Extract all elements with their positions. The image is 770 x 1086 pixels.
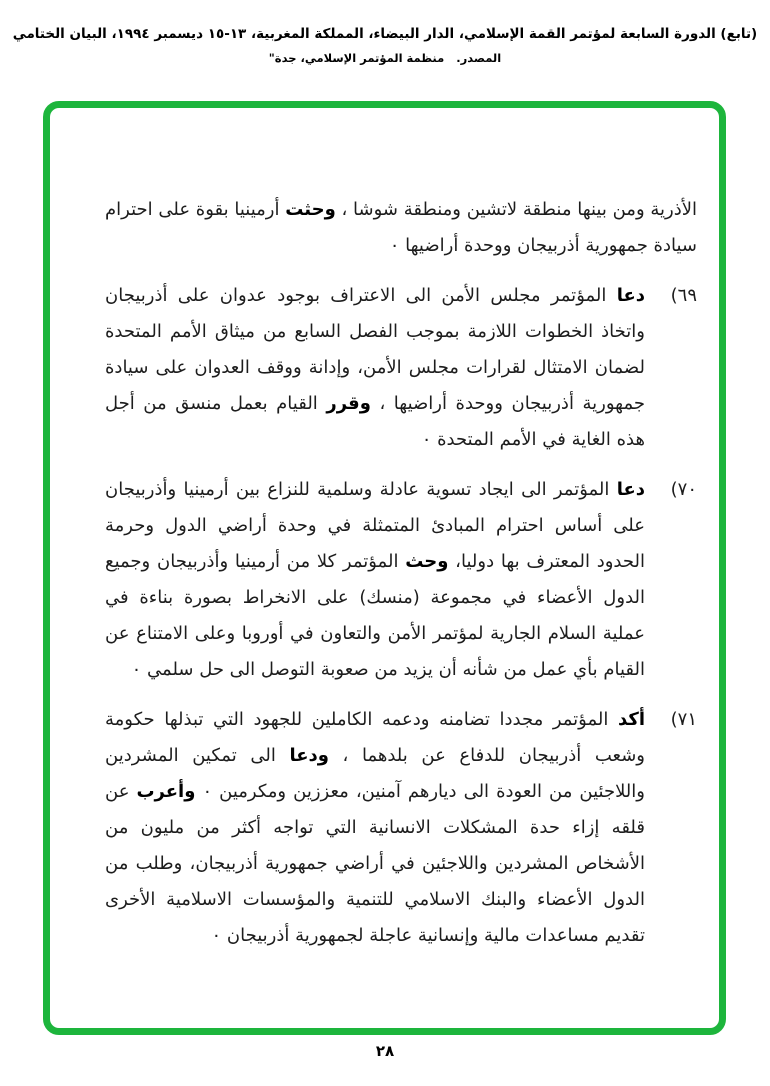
body-text: المؤتمر مجلس الأمن الى الاعتراف بوجود عدوان على أذربيجان واتخاذ الخطوات اللازمة بموجب الفصل السابع من ميثاق الأمم المتحدة لضمان الامتثال لقرارات مجلس الأمن، وإدانة ووقف العدوان على سيادة جمهورية أذربيجان ووحدة أراضيها ،	[105, 285, 645, 414]
body-paragraph	[105, 278, 697, 458]
page-number: ٢٨	[375, 1042, 395, 1060]
continuation-paragraph	[105, 192, 697, 264]
paragraph-text	[105, 702, 645, 954]
emphasized-text: وحث	[405, 551, 449, 572]
paragraph-number: ٦٩)	[670, 285, 697, 306]
header-title: (تابع) الدورة السابعة لمؤتمر القمة الإسلامي، الدار البيضاء، المملكة المغربية، ⁦١٣-١٥⁩ ديسمبر ١٩٩٤، البيان الختامي	[12, 26, 758, 42]
paragraph-number: ٧٠)	[670, 479, 697, 500]
emphasized-text: دعا	[616, 479, 645, 500]
body-text: المؤتمر الى ايجاد تسوية عادلة وسلمية للنزاع بين أرمينيا وأذربيجان على أساس احترام المبادئ المتمثلة في وحدة أراضي الدول وحرمة الحدود المعترف بها دوليا،	[105, 479, 645, 572]
emphasized-text: وقرر	[326, 393, 371, 414]
emphasized-text: أكد	[617, 709, 645, 730]
page-frame	[43, 101, 726, 1035]
body-text: المؤتمر كلا من أرمينيا وأذربيجان وجميع الدول الأعضاء في مجموعة (منسك) على الانخراط بصورة بناءة في عملية السلام الجارية لمؤتمر الأمن والتعاون في أوروبا وعلى الامتناع عن القيام بأي عمل من شأنه أن يزيد من صعوبة التوصل الى حل سلمي ٠	[105, 551, 645, 680]
emphasized-text: وحثت	[285, 199, 336, 220]
emphasized-text: وأعرب	[136, 781, 196, 802]
body-text: عن قلقه إزاء حدة المشكلات الانسانية التي تواجه أكثر من مليون من الأشخاص المشردين واللاجئين في أراضي جمهورية أذربيجان، وطلب من الدول الأعضاء والبنك الاسلامي للتنمية والمؤسسات الاسلامية الأخرى تقديم مساعدات مالية وإنسانية عاجلة لجمهورية أذربيجان ٠	[105, 781, 645, 946]
paragraph-text	[105, 472, 645, 688]
body-text: المؤتمر مجددا تضامنه ودعمه الكاملين للجهود التي تبذلها حكومة وشعب أذربيجان للدفاع عن بلدهما ،	[105, 709, 645, 766]
paragraph-text	[105, 278, 645, 458]
paragraph-list	[105, 278, 697, 954]
body-paragraph	[105, 702, 697, 954]
header-source: المصدر. منظمة المؤتمر الإسلامي، جدة"	[268, 50, 502, 65]
body-paragraph	[105, 472, 697, 688]
paragraph-number: ٧١)	[670, 709, 697, 730]
document-header	[0, 26, 770, 66]
body-text: الأذرية ومن بينها منطقة لاتشين ومنطقة شوشا ،	[335, 199, 697, 220]
emphasized-text: دعا	[616, 285, 645, 306]
body-text: القيام بعمل منسق من أجل هذه الغاية في الأمم المتحدة ٠	[105, 393, 645, 450]
body-text: الى تمكين المشردين واللاجئين من العودة الى ديارهم آمنين، معززين ومكرمين ٠	[105, 745, 645, 802]
body-text: أرمينيا بقوة على احترام سيادة جمهورية أذربيجان ووحدة أراضيها ٠	[105, 199, 697, 256]
emphasized-text: ودعا	[289, 745, 329, 766]
